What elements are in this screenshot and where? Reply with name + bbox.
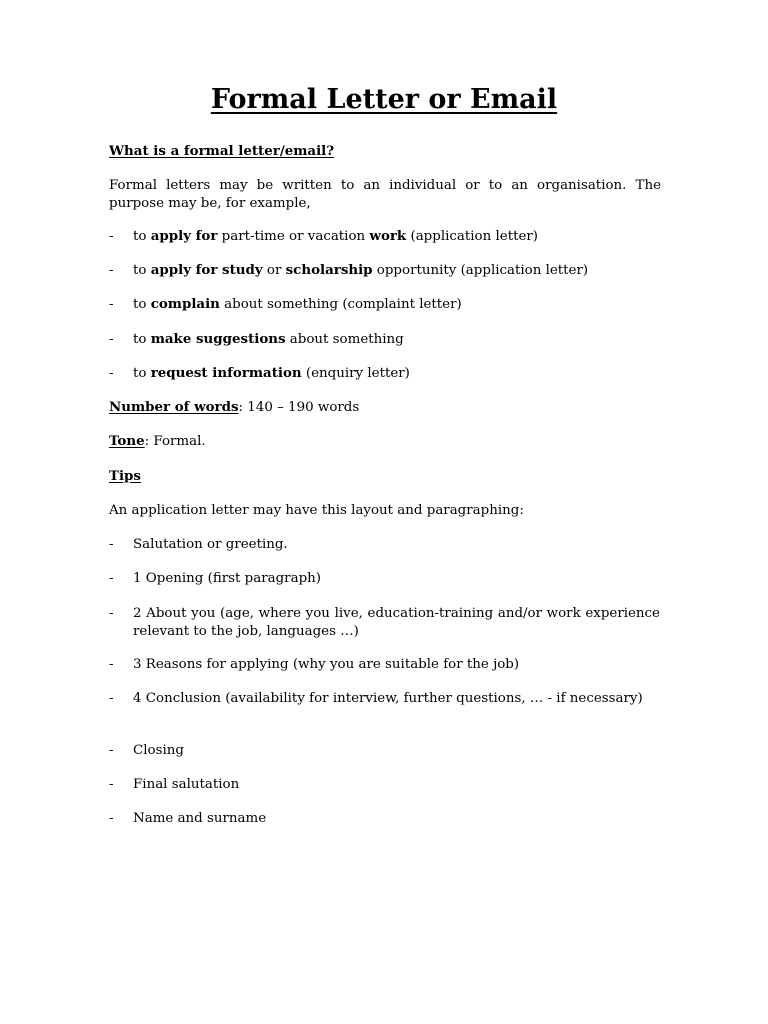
list-item: [109, 228, 661, 246]
bullet-dash: -: [109, 743, 114, 758]
list-item: [109, 536, 661, 554]
list-item: [109, 742, 661, 760]
bullet-dash: -: [109, 229, 114, 244]
bold-phrase: complain: [150, 296, 220, 312]
list-item: [109, 262, 661, 280]
bullet-dash: -: [109, 366, 114, 381]
bullet-dash: -: [109, 263, 114, 278]
bullet-dash: -: [109, 811, 114, 826]
list-item-text: to make suggestions about something: [133, 331, 404, 347]
list-item-text: to complain about something (complaint letter): [133, 296, 462, 312]
bullet-dash: -: [109, 297, 114, 312]
tone-label: Tone: [109, 433, 145, 449]
bullet-dash: -: [109, 332, 114, 347]
bullet-dash: -: [109, 571, 114, 586]
list-item: [109, 776, 661, 794]
list-item: [109, 605, 661, 640]
tips-heading: Tips: [109, 468, 141, 484]
list-item-text: Closing: [133, 743, 184, 758]
tone-value: : Formal.: [144, 434, 206, 449]
bullet-dash: -: [109, 537, 114, 552]
intro-paragraph: Formal letters may be written to an individual or to an organisation. The purpose may be, for example,: [109, 178, 661, 211]
list-item-text: Salutation or greeting.: [133, 537, 288, 552]
layout-intro: An application letter may have this layout and paragraphing:: [109, 503, 524, 518]
bold-phrase: scholarship: [285, 262, 373, 278]
number-of-words-value: : 140 – 190 words: [238, 400, 360, 415]
list-item-text: 3 Reasons for applying (why you are suitable for the job): [133, 657, 520, 672]
bullet-dash: -: [109, 606, 114, 621]
list-item: [109, 331, 661, 349]
list-item: [109, 656, 661, 674]
list-item: [109, 365, 661, 383]
list-item: [109, 690, 661, 708]
bullet-dash: -: [109, 691, 114, 706]
tone-line: [109, 433, 661, 450]
list-item: [109, 810, 661, 828]
number-of-words-label: Number of words: [109, 399, 239, 415]
list-item-text: 1 Opening (first paragraph): [133, 571, 321, 586]
bold-phrase: apply for study: [150, 262, 263, 278]
bold-phrase: make suggestions: [150, 331, 286, 347]
list-item: [109, 296, 661, 314]
list-item: [109, 570, 661, 588]
bold-phrase: apply for: [150, 228, 218, 244]
list-item-text: to apply for part-time or vacation work (application letter): [133, 228, 539, 244]
number-of-words-line: [109, 399, 661, 416]
list-item-text: Final salutation: [133, 777, 240, 792]
section-heading-what-is: What is a formal letter/email?: [109, 143, 335, 159]
bold-phrase: request information: [150, 365, 302, 381]
bold-phrase: work: [369, 228, 407, 244]
list-item-text: to request information (enquiry letter): [133, 365, 410, 381]
list-item-text: 4 Conclusion (availability for interview, further questions, … - if necessary): [133, 691, 643, 706]
bullet-dash: -: [109, 657, 114, 672]
list-item-text: Name and surname: [133, 811, 267, 826]
bullet-dash: -: [109, 777, 114, 792]
list-item-text: to apply for study or scholarship opportunity (application letter): [133, 262, 589, 278]
list-item-text: 2 About you (age, where you live, education-training and/or work experience relevant to the job, languages …): [133, 606, 660, 639]
page-title: Formal Letter or Email: [210, 84, 558, 115]
